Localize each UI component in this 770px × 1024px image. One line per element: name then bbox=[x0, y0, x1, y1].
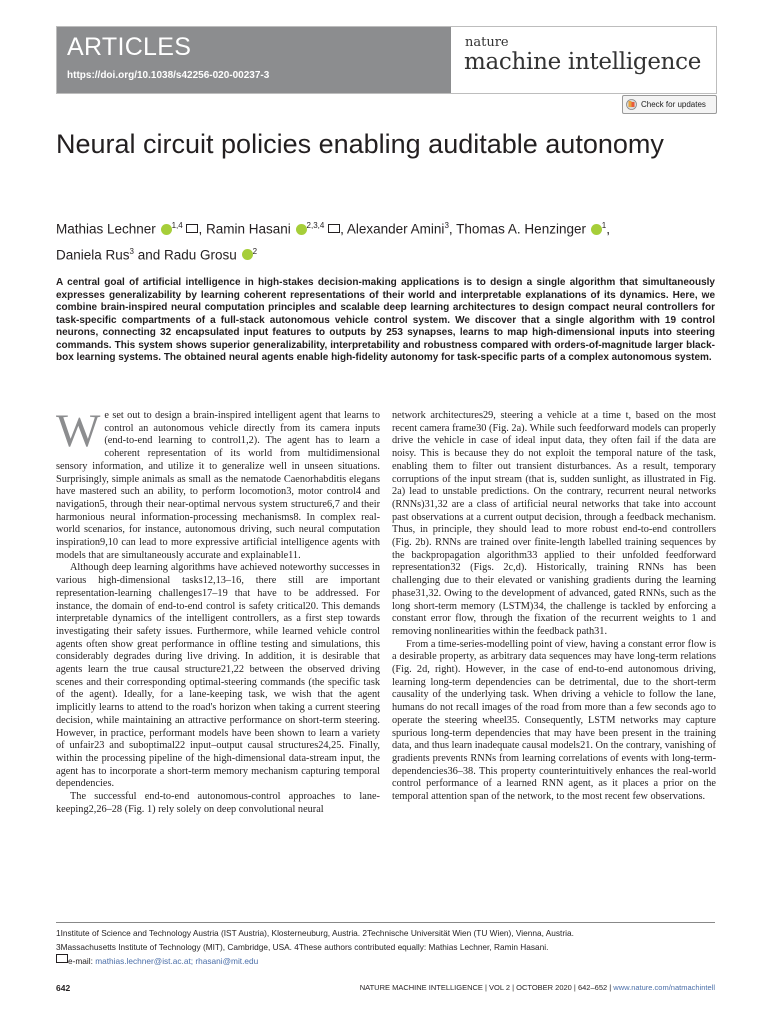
journal-name-small: nature bbox=[465, 35, 509, 50]
author-name[interactable]: Mathias Lechner bbox=[56, 221, 156, 237]
body-paragraph: e set out to design a brain-inspired intelligent agent that learns to control an autonomous vehicle directly from its camera inputs (end-to-end learning to control1,2). The agent has to learn a coherent representation of its world from multidimensional sensory information, and utilize it to generalize well in unseen situations. Surprisingly, simple animals as small as the nematode Caenorhabditis elegans have mastered such an ability, to perform locomotion3, motor control4 and navigation5, through their near-optimal nervous system structure6,7 and their harmonious neural information-processing mechanisms8. In complex real-world scenarios, for instance, autonomous driving, such neural computation inspiration9,10 can lead to more expressive artificial intelligence agents with models that are simultaneously accurate and explainable11. bbox=[56, 410, 380, 561]
affiliation-sup: 3 bbox=[129, 246, 134, 256]
body-paragraph: Although deep learning algorithms have achieved noteworthy successes in various high-dimensional tasks12,13–16, there still are important representation-learning challenges17–19 that have to be addressed. For instance, the domain of end-to-end control is safety critical20. This demands interpretable dynamics of the intelligent controllers, as a first step towards investigating their safety issues. Furthermore, while learned vehicle control agents often show great performance in offline testing and simulations, this considerably degrades during live driving. In addition, it is desirable that agents learn the true causal structure21,22 between the observed driving scenes and their corresponding optimal-steering commands (the specific task of the agent). Ideally, for a lane-keeping task, we wish that the agent implicitly learns to attend to the road's horizon when taking a current steering decision, while maintaining an attractive performance on short-term steering. However, in practice, performant models have been shown to learn a variety of unfair23 and suboptimal22 input–output causal structures24,25. Finally, within the processing pipeline of the high-dimensional data-stream input, the agent has to incorporate a short-term memory mechanism capturing temporal dependencies. bbox=[56, 562, 380, 790]
email-links[interactable]: mathias.lechner@ist.ac.at; rhasani@mit.edu bbox=[95, 956, 259, 966]
footer-citation bbox=[318, 983, 715, 992]
affiliation-sup: 1 bbox=[601, 221, 607, 230]
email-line bbox=[56, 954, 715, 969]
check-updates-icon bbox=[626, 99, 637, 110]
orcid-icon[interactable] bbox=[161, 224, 172, 235]
author-name[interactable]: Thomas A. Henzinger bbox=[456, 221, 586, 237]
body-column-left bbox=[56, 405, 380, 817]
footer-info-text: NATURE MACHINE INTELLIGENCE | VOL 2 | OCTOBER 2020 | 642–652 | bbox=[359, 983, 614, 992]
author-list: Mathias Lechner $^{1,4}$ , Ramin Hasani $^{2,3,4}$ , Alexander Amini$^3$, Thomas A. Henzinger $^1$, Daniela Rus$^3$ and Radu Grosu $^2$ bbox=[56, 221, 610, 262]
author-name[interactable]: Daniela Rus bbox=[56, 247, 130, 262]
section-banner bbox=[57, 27, 451, 93]
email-icon[interactable] bbox=[328, 224, 340, 233]
author-name[interactable]: Radu Grosu bbox=[164, 247, 237, 262]
orcid-icon[interactable] bbox=[242, 249, 253, 260]
affiliation-sup: 2 bbox=[252, 246, 258, 256]
journal-url-link[interactable]: www.nature.com/natmachintell bbox=[613, 983, 715, 992]
email-icon[interactable] bbox=[186, 224, 198, 233]
check-for-updates-button[interactable] bbox=[622, 95, 717, 114]
affiliation-sup: 1,4 bbox=[171, 221, 183, 230]
page-number: 642 bbox=[56, 983, 71, 993]
body-paragraph: network architectures29, steering a vehicle at a time t, based on the most recent camera frame30 (Fig. 2a). While such feedforward models can properly drive the vehicle in case of ideal input data, they often fail if the data are noisy. This is because they do not exploit the temporal nature of the task, enabling them to filter out transient disturbances. As a result, temporary corruptions of the input stream (that is, sudden sunlight, as illustrated in Fig. 2a) lead to unstable predictions. On the contrary, recurrent neural networks (RNNs)31,32 are a class of artificial neural networks that take into account past observations at a current output decision, through a feedback mechanism. Thus, in principle, they should lead to more robust end-to-end controllers (Fig. 2b). RNNs are trained over finite-length labelled training sequences by the backpropagation algorithm33 applied to their unfolded feedforward representation32 (Figs. 2c,d). Historically, training RNNs has been challenging due to their elevated or vanishing gradients during the learning phase31,32. Owing to the development of advanced, gated RNNs, such as the long short-term memory (LSTM)34, the challenge is tackled by enforcing a constant error flow, through the fixation of the recurrent weights to 1 and removing nonlinearities within the feedback path31. bbox=[392, 410, 716, 637]
abstract: A central goal of artificial intelligence in high-stakes decision-making applications is to design a single algorithm that simultaneously expresses generalizability by learning coherent representations of their world and interpretable explanations of its dynamics. Here, we combine brain-inspired neural computation principles and scalable deep learning architectures to design compact neural controllers for task-specific compartments of a full-stack autonomous vehicle control system. We discover that a single algorithm with 19 control neurons, connecting 32 encapsulated input features to outputs by 253 synapses, learns to map high-dimensional inputs into steering commands. This system shows superior generalizability, interpretability and robustness compared with orders-of-magnitude larger black-box learning systems. The obtained neural agents enable high-fidelity autonomy for task-specific parts of a complex autonomous system. bbox=[56, 277, 715, 363]
affiliation-sup: 3 bbox=[444, 221, 449, 230]
journal-name: machine intelligence bbox=[464, 49, 702, 75]
email-label: e-mail: bbox=[68, 956, 96, 966]
footnote-divider bbox=[56, 922, 715, 923]
affiliations bbox=[56, 927, 715, 969]
affiliation-sup: 2,3,4 bbox=[306, 221, 325, 230]
affiliation-line: 1Institute of Science and Technology Austria (IST Austria), Klosterneuburg, Austria. 2Technische Universität Wien (TU Wien), Vienna, Austria. bbox=[56, 928, 574, 938]
check-updates-label: Check for updates bbox=[641, 100, 706, 109]
affiliation-line: 3Massachusetts Institute of Technology (MIT), Cambridge, USA. 4These authors contributed equally: Mathias Lechner, Ramin Hasani. bbox=[56, 941, 549, 952]
dropcap: W bbox=[56, 405, 101, 457]
section-label: ARTICLES bbox=[67, 33, 192, 61]
author-name[interactable]: Ramin Hasani bbox=[205, 221, 291, 237]
body-paragraph: The successful end-to-end autonomous-control approaches to lane-keeping2,26–28 (Fig. 1) rely solely on deep convolutional neural bbox=[56, 791, 380, 815]
article-title: Neural circuit policies enabling auditable autonomy bbox=[56, 129, 664, 159]
email-icon bbox=[56, 954, 68, 963]
body-paragraph: From a time-series-modelling point of view, having a constant error flow is a desirable property, as arbitrary data sequences may have long-term relations (Fig. 2d, right). However, in the case of end-to-end autonomous driving, learning long-term dependencies can be detrimental, due to the short-term causality of the underlying task. When driving a vehicle to follow the lane, humans do not recall images of the road from more than a few seconds ago to operate the steering wheel35. Consequently, LSTM networks may capture spurious long-term dependencies that may have been present in the training data, and thus learn inadequate causal models21. On the contrary, vanishing of gradients prevents RNNs from learning correlations of events with long-term-dependencies36–38. This property counterintuitively enhances the real-world control performance of a learned RNN agent, as it places a prior on the temporal attention span of the network, to the most recent few observations. bbox=[392, 638, 716, 803]
body-column-right bbox=[392, 410, 716, 804]
doi-link[interactable]: https://doi.org/10.1038/s42256-020-00237-3 bbox=[67, 70, 270, 81]
orcid-icon[interactable] bbox=[591, 224, 602, 235]
author-name[interactable]: Alexander Amini bbox=[346, 221, 445, 237]
journal-header bbox=[56, 26, 717, 94]
orcid-icon[interactable] bbox=[296, 224, 307, 235]
